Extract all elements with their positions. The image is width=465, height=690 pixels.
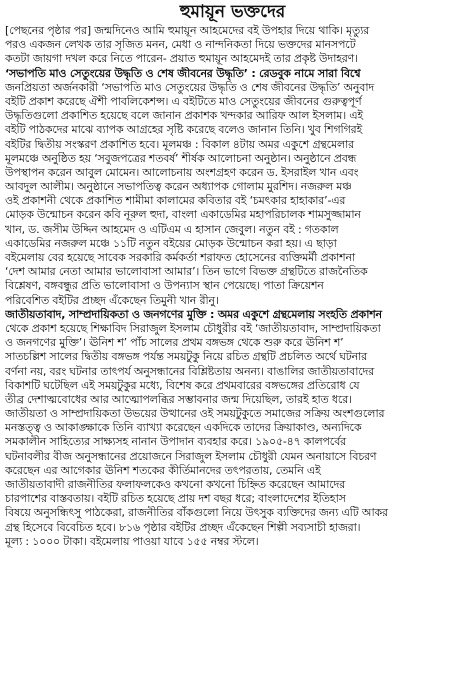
- body-line: একাডেমির নজরুল মঞ্চে ১১টি নতুন বইয়ের মোড়ক উন্মোচন করা হয়। এ ছাড়া: [5, 236, 337, 250]
- body-line: চারপাশের বাস্তবতায়। বইটি রচিত হয়েছে প্রায় দশ বছর ধরে; বাংলাদেশের ইতিহাস: [5, 492, 346, 506]
- body-line: বইটি প্রকাশ করেছে ঐশী পাবলিকেশন্স। এ বইটিতে মাও সেতুংয়ের জীবনের গুরুত্বপূর্ণ: [5, 94, 362, 108]
- body-line: উপস্থাপন করেন আবুল মোমেন। আলোচনায় অংশগ্রহণ করেন ড. ইসরাইল খান এবং: [5, 165, 359, 179]
- body-line: পরও একজন লেখক তার সৃজিত মনন, মেধা ও নান্দনিকতা দিয়ে ভক্তদের মানসপটে: [5, 38, 356, 52]
- body-line: করেছেন এর আগেকার ঊনিশ শতকের কীর্তিমানদের তৎপরতায়, তেমনি এই: [5, 463, 321, 477]
- body-line: জনপ্রিয়তা অর্জনকারী ‘সভাপতি মাও সেতুংয়ের উদ্ধৃতি ও শেষ জীবনের উদ্ধৃতি’ অনুবাদ: [5, 80, 374, 94]
- body-line: মনস্তত্ত্ব ও আকাঙ্ক্ষাকে তিনি ব্যাখ্যা করেছেন একদিকে তাদের ক্রিয়াকাণ্ড, অন্যদিকে: [5, 421, 362, 435]
- body-line: পরিবেশিত বইটির প্রচ্ছদ এঁকেছেন তিমুনী খান রীনু।: [5, 293, 219, 307]
- section-heading-line: ‘সভাপতি মাও সেতুংয়ের উদ্ধৃতি ও শেষ জীবনের উদ্ধৃতি’ : রেডবুক নামে সারা বিশ্বে: [5, 66, 361, 80]
- body-line: সমকালীন সাহিত্যের সাক্ষ্যসহ নানান উপাদান ব্যবহার করে। ১৯০৫-৪৭ কালপর্বের: [5, 435, 347, 449]
- body-line: আবদুল আলীম। অনুষ্ঠানে সভাপতিত্ব করেন অধ্যাপক গোলাম মুরশিদ। নজরুল মঞ্চ: [5, 180, 352, 194]
- body-line: জাতীয়তাবাদী রাজনীতির ফলাফলকেও কখনো কখনো চিহ্নিত করেছেন আমাদের: [5, 478, 346, 491]
- body-line: [পেছনের পৃষ্ঠার পর] জন্মদিনেও আমি হুমায়ূন আহমেদের বই উপহার দিয়ে থাকি। মৃত্যুর: [5, 24, 370, 37]
- body-line: মোড়ক উন্মোচন করেন কবি নূরুল হুদা, বাংলা একাডেমির মহাপরিচালক শামসুজ্জামান: [5, 208, 361, 222]
- body-line: উদ্ধৃতিগুলো প্রকাশিত হয়েছে বলে জানান প্রকাশক খন্দকার আরিফ আল ইসলাম। এই: [5, 109, 363, 123]
- body-line: ‘দেশ আমার নেতা আমার ভালোবাসা আমার’। তিন ভাগে বিভক্ত গ্রন্থটিতে রাজনৈতিক: [5, 265, 368, 279]
- body-line: তীব্র দেশাত্মবোধের আর আত্মোপলব্ধির সম্ভাবনার জন্ম দিয়েছিল, তারই হাত ধরে।: [5, 392, 352, 406]
- body-line: গ্রন্থ হিসেবে বিবেচিত হবে। ৮১৬ পৃষ্ঠার বইটির প্রচ্ছদ এঁকেছেন শিল্পী সব্যসাচী হাজরা।: [5, 520, 361, 534]
- body-line: খান, ড. জসীম উদ্দিন আহমেদ ও এটিএম এ হাসান জেবুল। নতুন বই : গতকাল: [5, 222, 339, 236]
- body-line: সাতচল্লিশ সালের দ্বিতীয় বঙ্গভঙ্গ পর্যন্ত সময়টুকু নিয়ে রচিত গ্রন্থটি প্রচলিত অর্থে ঘটনার: [5, 350, 367, 364]
- body-line: জাতীয়তা ও সাম্প্রদায়িকতা উভয়ের উত্থানের ওই সময়টুকুতে সমাজের সক্রিয় অংশগুলোর: [5, 407, 385, 421]
- body-line: বইটি পাঠকদের মাঝে ব্যাপক আগ্রহের সৃষ্টি করেছে বলেও জানান তিনি। খুব শিগগিরই: [5, 123, 362, 137]
- body-line: থেকে প্রকাশ হয়েছে শিক্ষাবিদ সিরাজুল ইসলাম চৌধুরীর বই ‘জাতীয়তাবাদ, সাম্প্রদায়িকতা: [5, 321, 381, 335]
- body-line: বিশ্লেষণ, বঙ্গবন্ধুর প্রতি ভালোবাসা ও উপন্যাস স্থান পেয়েছে। পাতা ক্রিয়েশন: [5, 279, 324, 293]
- body-line: বিষয়ে অনুসন্ধিৎসু পাঠকেরা, রাজনীতির বাঁকগুলো নিয়ে উৎসুক ব্যক্তিদের জন্য এটি আকর: [5, 506, 388, 520]
- body-line: বইটির দ্বিতীয় সংস্করণ প্রকাশিত হবে। মূলমঞ্চ : বিকাল ৪টায় অমর একুশে গ্রন্থমেলার: [5, 137, 355, 151]
- body-line: বিকাশটি ঘটেছিল এই সময়টুকুর মধ্যে, বিশেষ করে প্রথমবারের বঙ্গভঙ্গের প্রতিরোধ যে: [5, 378, 360, 392]
- body-line: বইমেলায় বের হয়েছে সাবেক সরকারি কর্মকর্তা শরাফত হোসেনের ব্যক্তিমর্মী প্রকাশনা: [5, 251, 356, 264]
- body-line: ও জনগণের মুক্তি’। ঊনিশ শ’ পাঁচ সালের প্রথম বঙ্গভঙ্গ থেকে শুরু করে ঊনিশ শ’: [5, 336, 344, 350]
- body-line: কতটা জায়গা দখল করে নিতে পারেন- প্রয়াত হুমায়ূন আহমেদই তার প্রকৃষ্ট উদাহরণ।: [5, 52, 358, 66]
- body-line: ওই প্রকাশনী থেকে প্রকাশিত শামীমা কালামের কবিতার বই ‘চমৎকার হাহাকার’-এর: [5, 194, 346, 208]
- article-body: [5, 24, 460, 549]
- body-line: ঘটনাবলীর বীজ অনুসন্ধানের প্রয়োজনে সিরাজুল ইসলাম চৌধুরী যেমন অনায়াসে বিচরণ: [5, 449, 377, 463]
- body-line: মূলমঞ্চে অনুষ্ঠিত হয় ‘সবুজপত্রের শতবর্ষ’ শীর্ষক আলোচনা অনুষ্ঠান। অনুষ্ঠানে প্রবন্ধ: [5, 151, 357, 165]
- article-title: হুমায়ূন ভক্তদের: [179, 2, 286, 22]
- section-heading-line: জাতীয়তাবাদ, সাম্প্রদায়িকতা ও জনগণের মুক্তি : অমর একুশে গ্রন্থমেলায় সংহতি প্রকাশন: [5, 307, 382, 321]
- body-line: বর্ণনা নয়, বরং ঘটনার তাৎপর্য অনুসন্ধানের বিশ্লিষ্টতায় অনন্য। বাঙালির জাতীয়তাবাদের: [5, 364, 375, 378]
- body-line: মূল্য : ১০০০ টাকা। বইমেলায় পাওয়া যাবে ১৫৫ নম্বর স্টলে।: [5, 534, 259, 548]
